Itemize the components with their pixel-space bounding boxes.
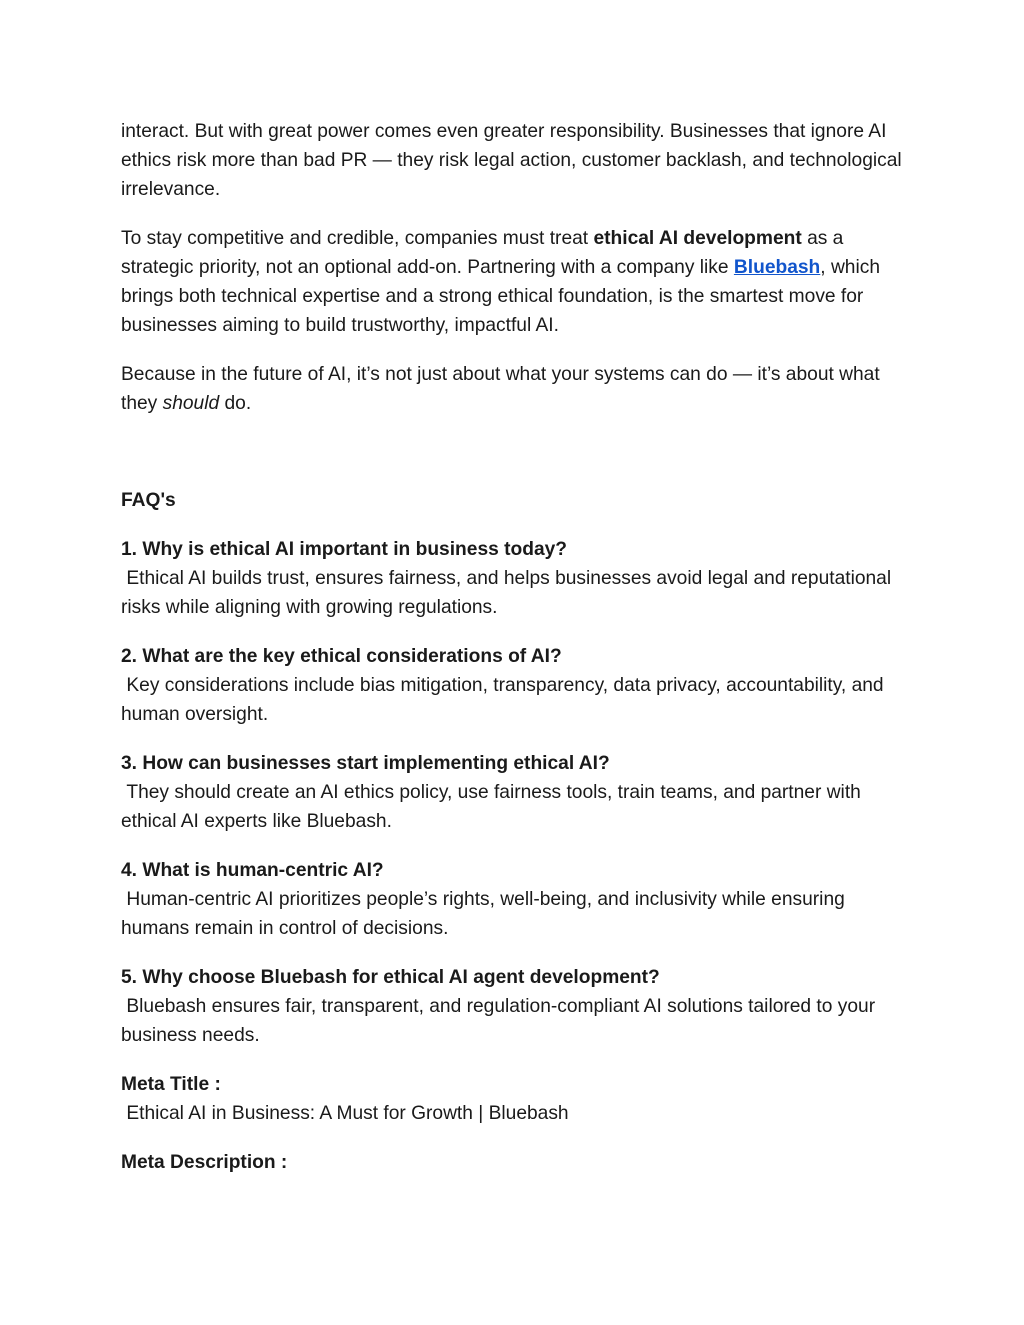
faq-answer: Bluebash ensures fair, transparent, and regulation-compliant AI solutions tailored to your business needs. xyxy=(121,996,881,1046)
meta-description-label: Meta Description : xyxy=(121,1152,288,1173)
faq-answer: They should create an AI ethics policy, use fairness tools, train teams, and partner with ethical AI experts like Bluebash. xyxy=(121,782,867,832)
faq-item-4 xyxy=(121,856,911,943)
faq-item-1 xyxy=(121,535,911,622)
faq-question: 4. What is human-centric AI? xyxy=(121,860,384,881)
faq-item-5 xyxy=(121,963,911,1050)
intro-p3-italic-word: should xyxy=(162,393,220,414)
document-page xyxy=(121,117,911,1197)
intro-paragraph-2 xyxy=(121,224,911,340)
intro-p2-text-start: To stay competitive and credible, companies must treat xyxy=(121,228,594,249)
faq-question: 3. How can businesses start implementing ethical AI? xyxy=(121,753,610,774)
intro-paragraph-1: interact. But with great power comes even greater responsibility. Businesses that ignore AI ethics risk more than bad PR — they risk legal action, customer backlash, and technological irrelevance. xyxy=(121,121,902,200)
meta-title-block xyxy=(121,1070,911,1128)
faq-question: 2. What are the key ethical considerations of AI? xyxy=(121,646,562,667)
faq-item-3 xyxy=(121,749,911,836)
faq-question: 1. Why is ethical AI important in business today? xyxy=(121,539,568,560)
intro-p2-text-middle: as a strategic priority, not an optional add-on. Partnering with a company like xyxy=(121,228,844,278)
faq-heading: FAQ's xyxy=(121,490,176,511)
faq-item-2 xyxy=(121,642,911,729)
intro-p3-text-start: Because in the future of AI, it’s not just about what your systems can do — it’s about what they xyxy=(121,364,880,414)
meta-description-block xyxy=(121,1148,911,1177)
intro-paragraph-3 xyxy=(121,360,911,418)
faq-answer: Human-centric AI prioritizes people’s rights, well-being, and inclusivity while ensuring humans remain in control of decisions. xyxy=(121,889,851,939)
faq-answer: Key considerations include bias mitigation, transparency, data privacy, accountability, and human oversight. xyxy=(121,675,889,725)
faq-question: 5. Why choose Bluebash for ethical AI agent development? xyxy=(121,967,660,988)
intro-p2-bold-phrase: ethical AI development xyxy=(593,228,802,249)
meta-title-value: Ethical AI in Business: A Must for Growth | Bluebash xyxy=(121,1103,569,1124)
faq-answer: Ethical AI builds trust, ensures fairness, and helps businesses avoid legal and reputational risks while aligning with growing regulations. xyxy=(121,568,897,618)
intro-p3-text-end: do. xyxy=(219,393,252,414)
intro-p2-text-end: , which brings both technical expertise and a strong ethical foundation, is the smartest move for businesses aiming to build trustworthy, impactful AI. xyxy=(121,257,880,336)
meta-title-label: Meta Title : xyxy=(121,1074,221,1095)
bluebash-link[interactable]: Bluebash xyxy=(733,257,821,278)
